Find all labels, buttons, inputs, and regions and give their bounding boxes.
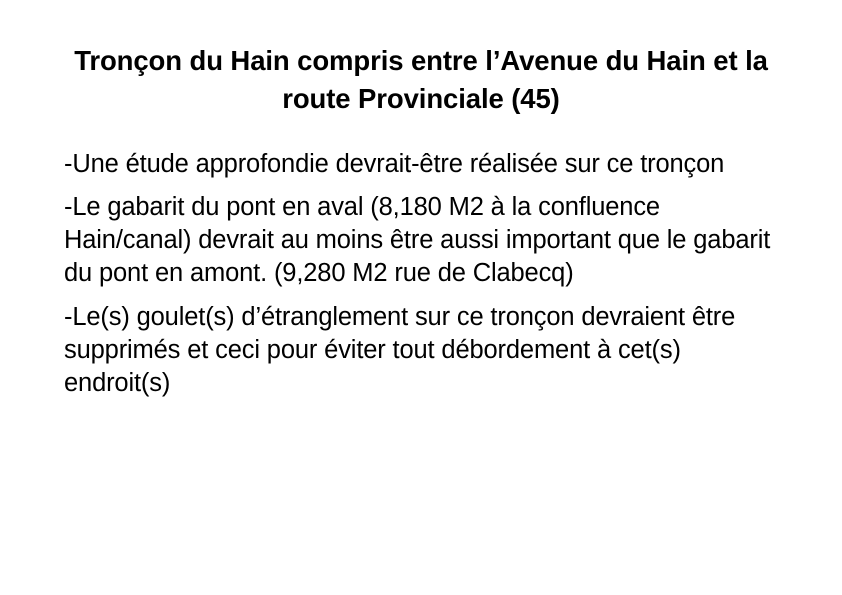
slide-body [64, 148, 776, 400]
page-title: Tronçon du Hain compris entre l’Avenue du Hain et la route Provinciale (45) [74, 45, 768, 115]
list-item: -Le gabarit du pont en aval (8,180 M2 à la confluence Hain/canal) devrait au moins être aussi important que le gabarit du pont en amont. (9,280 M2 rue de Clabecq) [64, 193, 771, 288]
list-item: -Une étude approfondie devrait-être réalisée sur ce tronçon [64, 150, 725, 178]
list-item: -Le(s) goulet(s) d’étranglement sur ce tronçon devraient être supprimés et ceci pour éviter tout débordement à cet(s) endroit(s) [64, 302, 736, 397]
